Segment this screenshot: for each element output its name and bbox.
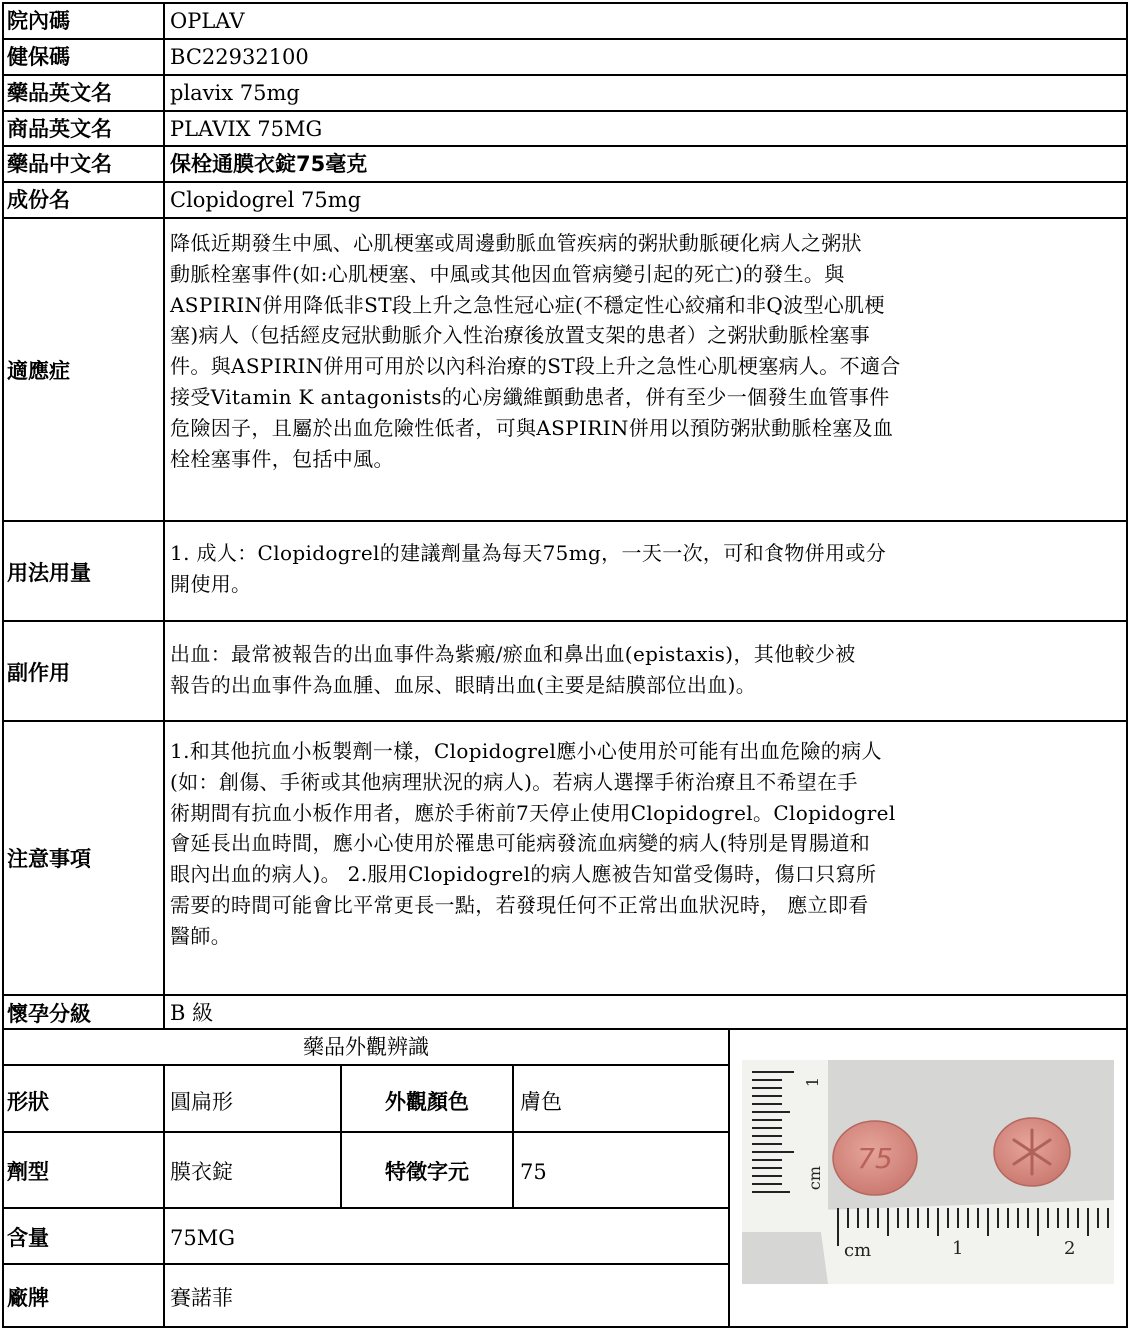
ingredient-label: 成份名 xyxy=(7,188,70,212)
ingredient-value: Clopidogrel 75mg xyxy=(170,188,362,212)
ruler-mark-1: 1 xyxy=(952,1238,964,1259)
precautions-label: 注意事項 xyxy=(7,847,91,871)
brand-english-name-value: PLAVIX 75MG xyxy=(170,117,323,141)
strength-label: 含量 xyxy=(7,1226,49,1250)
nhi-code-value: BC22932100 xyxy=(170,45,309,69)
marking-value: 75 xyxy=(520,1160,547,1184)
chinese-name-value: 保栓通膜衣錠75毫克 xyxy=(170,152,368,176)
form-value: 膜衣錠 xyxy=(170,1160,233,1184)
nhi-code-label: 健保碼 xyxy=(7,45,70,69)
hospital-code-value: OPLAV xyxy=(170,9,245,33)
tablet-back xyxy=(994,1118,1070,1186)
manufacturer-label: 廠牌 xyxy=(7,1286,49,1310)
dosage-text: 1. 成人：Clopidogrel的建議劑量為每天75mg，一天一次，可和食物併用或分 開使用。 xyxy=(170,541,887,596)
tablet-photo-illustration xyxy=(742,1060,1114,1284)
marking-label: 特徵字元 xyxy=(385,1160,469,1184)
manufacturer-value: 賽諾菲 xyxy=(170,1286,233,1310)
hospital-code-label: 院內碼 xyxy=(7,9,70,33)
appearance-section-title: 藥品外觀辨識 xyxy=(303,1035,429,1059)
pregnancy-value: B 級 xyxy=(170,1001,214,1025)
shape-value: 圓扁形 xyxy=(170,1090,233,1114)
ruler-unit-horizontal: cm xyxy=(844,1240,872,1261)
form-label: 劑型 xyxy=(7,1160,49,1184)
color-value: 膚色 xyxy=(520,1090,562,1114)
brand-english-name-label: 商品英文名 xyxy=(7,117,112,141)
tablet-front-imprint: 75 xyxy=(857,1142,893,1175)
pregnancy-label: 懷孕分級 xyxy=(7,1002,91,1026)
chinese-name-label: 藥品中文名 xyxy=(7,152,112,176)
precautions-text: 1.和其他抗血小板製劑一樣，Clopidogrel應小心使用於可能有出血危險的病人 (如：創傷、手術或其他病理狀況的病人)。若病人選擇手術治療且不希望在手 術期間有抗血小板作用者，應於手術前7天停止使用Clopidogrel。Clopidogrel 會延長出血時間，應小心使用於罹患可能病發流血病變的病人(特別是胃腸道和 眼內出血的病人)。 2.服用Clopidogrel的病人應被告知當受傷時，傷口只寫所 需要的時間可能會比平常更長一點，若發現任何不正常出血狀況時， 應立即看 醫師。 xyxy=(170,739,896,948)
indications-text: 降低近期發生中風、心肌梗塞或周邊動脈血管疾病的粥狀動脈硬化病人之粥狀 動脈栓塞事件(如:心肌梗塞、中風或其他因血管病變引起的死亡)的發生。與 ASPIRIN併用降低非ST段上升之急性冠心症(不穩定性心絞痛和非Q波型心肌梗 塞)病人（包括經皮冠狀動脈介入性治療後放置支架的患者）之粥狀動脈栓塞事 件。與ASPIRIN併用可用於以內科治療的ST段上升之急性心肌梗塞病人。不適合 接受Vitamin K antagonists的心房纖維顫動患者，併有至少一個發生血管事件 危險因子，且屬於出血危險性低者，可與ASPIRIN併用以預防粥狀動脈栓塞及血 栓栓塞事件，包括中風。 xyxy=(170,231,901,471)
english-name-label: 藥品英文名 xyxy=(7,81,112,105)
tablet-photo xyxy=(742,1060,1114,1284)
ruler-label-top: 1 xyxy=(803,1076,822,1088)
side-effects-text: 出血：最常被報告的出血事件為紫瘢/瘀血和鼻出血(epistaxis)，其他較少被 報告的出血事件為血腫、血尿、眼睛出血(主要是結膜部位出血)。 xyxy=(170,642,856,697)
ruler-mark-2: 2 xyxy=(1064,1238,1076,1259)
indications-label: 適應症 xyxy=(7,359,70,383)
english-name-value: plavix 75mg xyxy=(170,81,300,105)
side-effects-label: 副作用 xyxy=(7,661,70,685)
dosage-label: 用法用量 xyxy=(7,561,91,585)
strength-value: 75MG xyxy=(170,1226,235,1250)
color-label: 外觀顏色 xyxy=(385,1090,469,1114)
shape-label: 形狀 xyxy=(7,1090,49,1114)
ruler-unit-vertical: cm xyxy=(805,1165,824,1191)
